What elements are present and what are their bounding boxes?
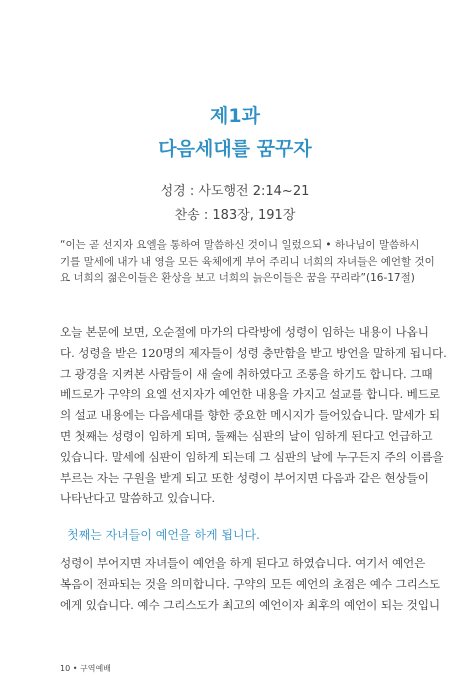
scripture-reference: 성경 : 사도행전 2:14~21 — [160, 184, 310, 199]
text-line: 부르는 자는 구원을 받게 되고 또한 성령이 부어지면 다음과 같은 현상들이 — [60, 470, 429, 485]
text-line: 있습니다. 말세에 심판이 임하게 되는데 그 심판의 날에 누구든지 주의 이름을 — [60, 449, 444, 464]
text-line: 베드로가 구약의 요엘 선지자가 예언한 내용을 가지고 설교를 합니다. 베드로 — [60, 387, 440, 402]
text-line: 그 광경을 지켜본 사람들이 새 술에 취하였다고 조롱을 하기도 합니다. 그때 — [60, 366, 433, 381]
text-line: 나타난다고 말씀하고 있습니다. — [60, 491, 216, 506]
text-line: 면 첫째는 성령이 임하게 되며, 둘째는 심판의 날이 임하게 된다고 언급하고 — [60, 428, 433, 443]
body-paragraph-first-point — [60, 553, 440, 615]
text-line: 다. 성령을 받은 120명의 제자들이 성령 충만함을 받고 방언을 말하게 됩니다. — [60, 345, 447, 360]
quote-line: 기를 말세에 내가 내 영을 모든 육체에게 부어 주리니 너희의 자녀들은 예언할 것이 — [60, 255, 435, 268]
section-heading: 첫째는 자녀들이 예언을 하게 됩니다. — [67, 528, 260, 542]
hymn-reference: 찬송 : 183장, 191장 — [174, 208, 296, 223]
text-line: 복음이 전파되는 것을 의미합니다. 구약의 모든 예언의 초점은 예수 그리스도 — [60, 576, 440, 591]
page-footer: 10 • 구역예배 — [60, 664, 111, 673]
text-line: 성령이 부어지면 자녀들이 예언을 하게 된다고 하였습니다. 여기서 예언은 — [60, 556, 426, 570]
body-paragraph-intro — [60, 322, 447, 509]
quote-line: 요 너희의 젊은이들은 환상을 보고 너희의 늙은이들은 꿈을 꾸리라”(16-17절) — [60, 272, 415, 284]
scripture-quote — [60, 237, 435, 287]
lesson-title: 다음세대를 꿈꾸자 — [158, 138, 312, 160]
text-line: 오늘 본문에 보면, 오순절에 마가의 다락방에 성령이 임하는 내용이 나옵니 — [60, 325, 429, 339]
text-line: 에게 있습니다. 예수 그리스도가 최고의 예언이자 최후의 예언이 되는 것입니 — [60, 597, 440, 612]
lesson-number: 제1과 — [210, 105, 260, 127]
text-line: 의 설교 내용에는 다음세대를 향한 중요한 메시지가 들어있습니다. 말세가 되 — [60, 408, 440, 423]
quote-line: “이는 곧 선지자 요엘을 통하여 말씀하신 것이니 일렀으되 • 하나님이 말씀하시 — [60, 239, 420, 251]
